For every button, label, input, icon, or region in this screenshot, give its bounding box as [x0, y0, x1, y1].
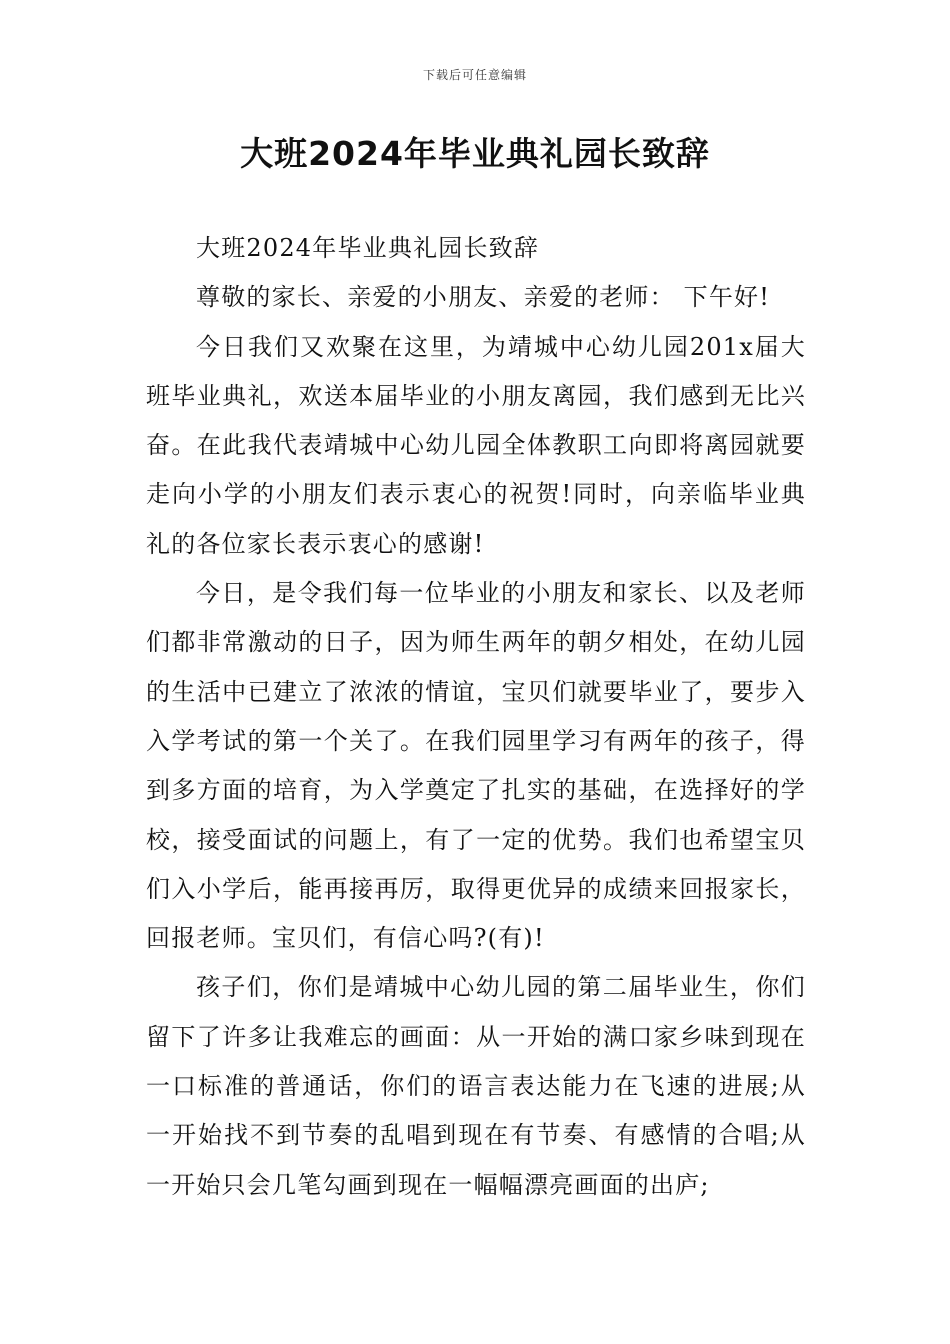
paragraph: 今日我们又欢聚在这里，为靖城中心幼儿园201x届大班毕业典礼，欢送本届毕业的小朋友离园，我们感到无比兴奋。在此我代表靖城中心幼儿园全体教职工向即将离园就要走向小学的小朋友们表示衷心的祝贺!同时，向亲临毕业典礼的各位家长表示衷心的感谢!	[146, 332, 806, 558]
header-note: 下载后可任意编辑	[422, 68, 527, 82]
paragraph-subtitle: 大班2024年毕业典礼园长致辞	[196, 234, 540, 262]
paragraph: 今日，是令我们每一位毕业的小朋友和家长、以及老师们都非常激动的日子，因为师生两年的朝夕相处，在幼儿园的生活中已建立了浓浓的情谊，宝贝们就要毕业了，要步入入学考试的第一个关了。在我们园里学习有两年的孩子，得到多方面的培育，为入学奠定了扎实的基础，在选择好的学校，接受面试的问题上，有了一定的优势。我们也希望宝贝们入小学后，能再接再厉，取得更优异的成绩来回报家长，回报老师。宝贝们，有信心吗?(有)!	[146, 579, 806, 953]
document-body	[146, 224, 806, 1210]
document-title: 大班2024年毕业典礼园长致辞	[240, 134, 710, 173]
paragraph-greeting: 尊敬的家长、亲爱的小朋友、亲爱的老师： 下午好!	[196, 283, 771, 312]
paragraph: 孩子们，你们是靖城中心幼儿园的第二届毕业生，你们留下了许多让我难忘的画面：从一开始的满口家乡味到现在一口标准的普通话，你们的语言表达能力在飞速的进展;从一开始找不到节奏的乱唱到现在有节奏、有感情的合唱;从一开始只会几笔勾画到现在一幅幅漂亮画面的出庐;	[146, 973, 806, 1199]
